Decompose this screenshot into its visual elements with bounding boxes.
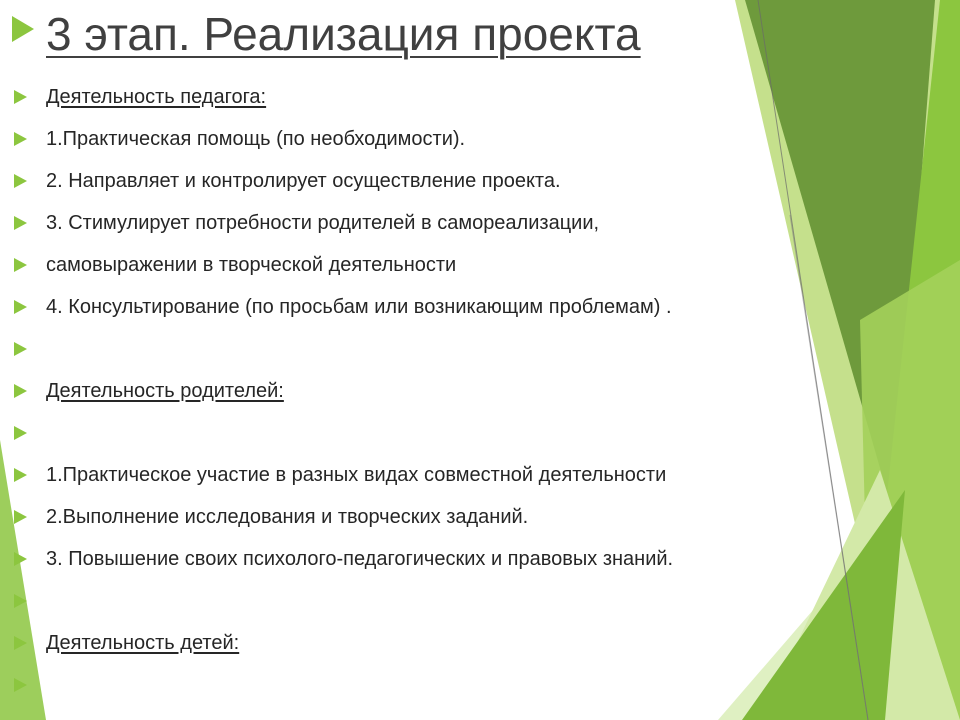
bullet-arrow-icon	[14, 426, 27, 440]
list-item-text: самовыражении в творческой деятельности	[46, 254, 457, 276]
bullet-arrow-icon	[14, 552, 27, 566]
bullet-arrow-icon	[14, 258, 27, 272]
bullet-arrow-icon	[14, 300, 27, 314]
title-bullet-icon	[12, 16, 34, 42]
list-item	[0, 622, 960, 664]
bullet-list	[0, 76, 960, 706]
bullet-arrow-icon	[14, 468, 27, 482]
bullet-arrow-icon	[14, 678, 27, 692]
list-item	[0, 412, 960, 454]
bullet-arrow-icon	[14, 594, 27, 608]
bullet-arrow-icon	[14, 174, 27, 188]
list-item	[0, 580, 960, 622]
list-item	[0, 76, 960, 118]
list-item	[0, 664, 960, 706]
bullet-arrow-icon	[14, 510, 27, 524]
list-item	[0, 202, 960, 244]
list-item	[0, 328, 960, 370]
list-item-text: Деятельность детей:	[46, 632, 240, 654]
list-item	[0, 286, 960, 328]
bullet-arrow-icon	[14, 132, 27, 146]
list-item	[0, 244, 960, 286]
bullet-arrow-icon	[14, 216, 27, 230]
list-item	[0, 370, 960, 412]
bullet-arrow-icon	[14, 90, 27, 104]
list-item-text: 1.Практическое участие в разных видах совместной деятельности	[46, 464, 667, 486]
bullet-arrow-icon	[14, 636, 27, 650]
list-item-text: 2. Направляет и контролирует осуществление проекта.	[46, 170, 561, 192]
slide-title: 3 этап. Реализация проекта	[46, 8, 641, 60]
list-item	[0, 160, 960, 202]
list-item-text: 2.Выполнение исследования и творческих заданий.	[46, 506, 529, 528]
list-item	[0, 496, 960, 538]
list-item	[0, 454, 960, 496]
list-item-text: Деятельность родителей:	[46, 380, 284, 402]
list-item-text: 3. Повышение своих психолого-педагогических и правовых знаний.	[46, 548, 674, 570]
list-item-text: 4. Консультирование (по просьбам или возникающим проблемам) .	[46, 296, 672, 318]
list-item	[0, 538, 960, 580]
list-item-text: 3. Стимулирует потребности родителей в самореализации,	[46, 212, 600, 234]
bullet-arrow-icon	[14, 384, 27, 398]
list-item	[0, 118, 960, 160]
bullet-arrow-icon	[14, 342, 27, 356]
list-item-text: Деятельность педагога:	[46, 86, 267, 108]
list-item-text: 1.Практическая помощь (по необходимости).	[46, 128, 466, 150]
